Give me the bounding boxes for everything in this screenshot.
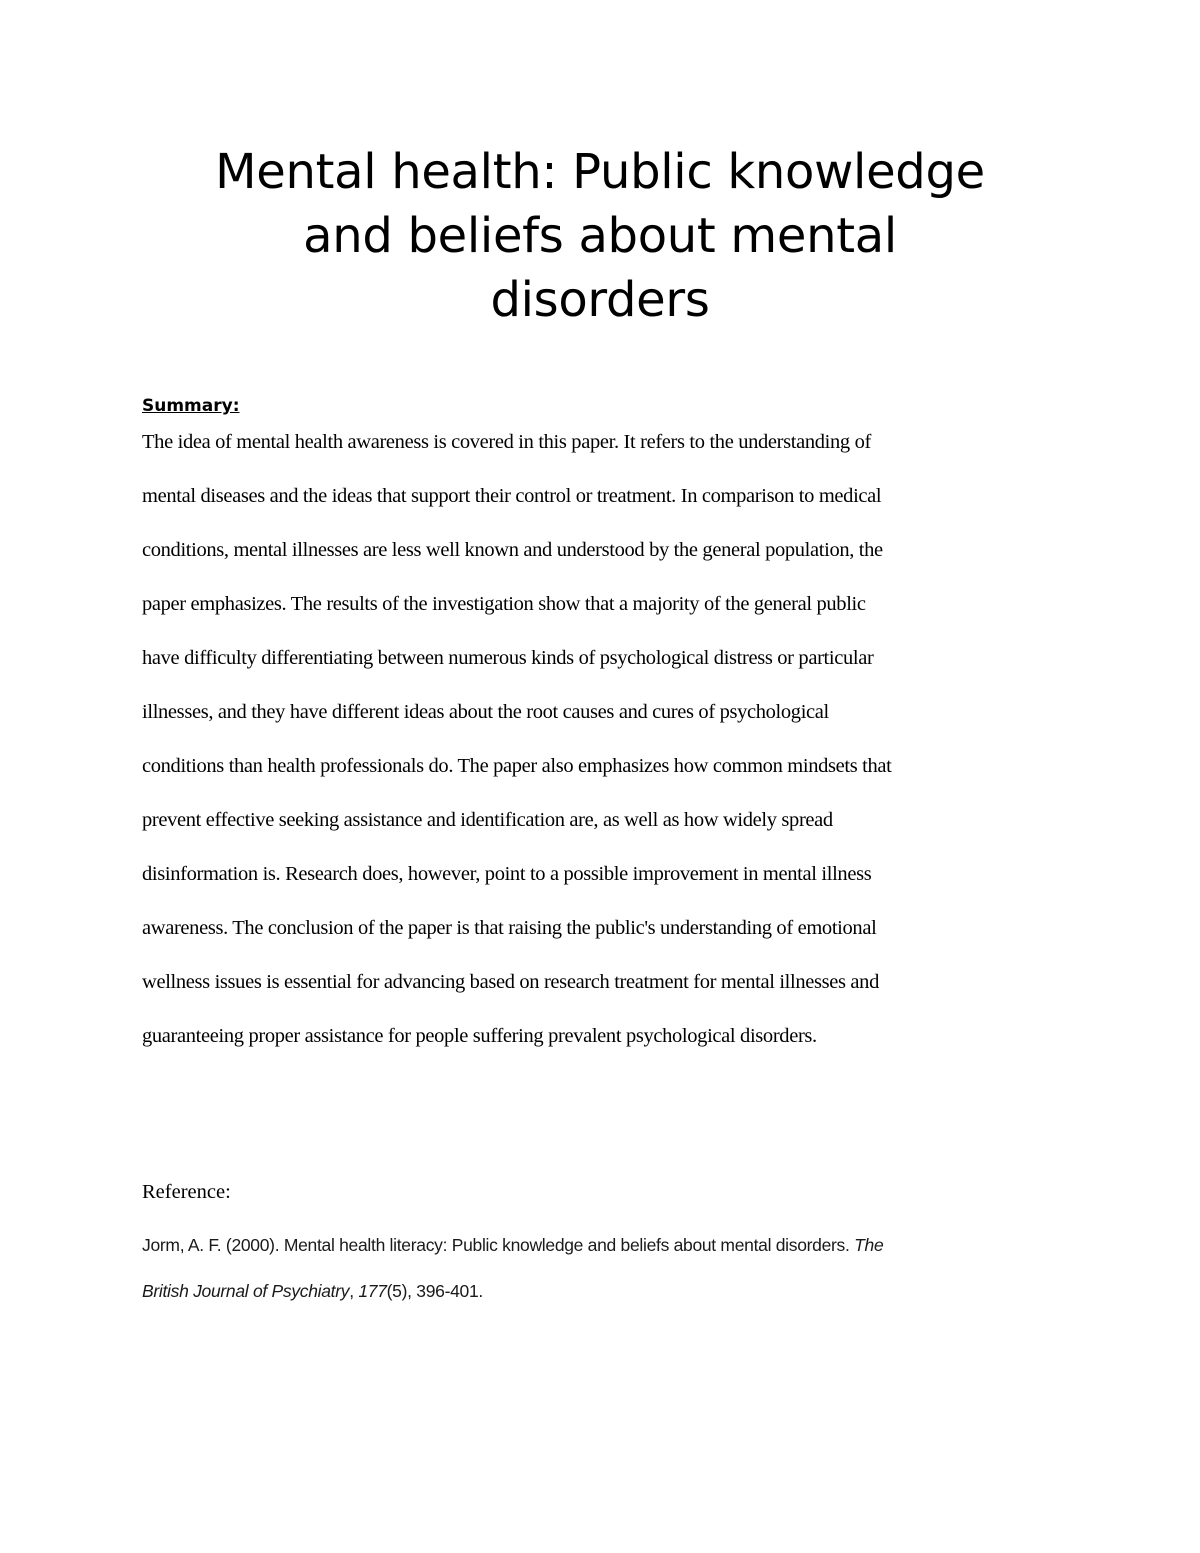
summary-line: wellness issues is essential for advancing based on research treatment for mental illnesses and: [142, 971, 879, 993]
citation-journal-start: The: [854, 1235, 884, 1255]
citation-line: [142, 1222, 1062, 1268]
summary-line: prevent effective seeking assistance and identification are, as well as how widely spread: [142, 809, 833, 831]
citation-volume: 177: [358, 1281, 387, 1301]
summary-line: have difficulty differentiating between numerous kinds of psychological distress or particular: [142, 647, 874, 669]
summary-line: conditions, mental illnesses are less well known and understood by the general population, the: [142, 539, 883, 561]
summary-line: illnesses, and they have different ideas about the root causes and cures of psychological: [142, 701, 829, 723]
summary-line: The idea of mental health awareness is covered in this paper. It refers to the understanding of: [142, 431, 871, 453]
citation-line: [142, 1268, 1062, 1314]
summary-line: conditions than health professionals do. The paper also emphasizes how common mindsets that: [142, 755, 892, 777]
summary-heading: Summary:: [142, 396, 240, 416]
citation-journal: British Journal of Psychiatry: [142, 1281, 350, 1301]
citation-issue-pages: (5), 396-401.: [386, 1281, 483, 1301]
summary-line: paper emphasizes. The results of the investigation show that a majority of the general public: [142, 593, 866, 615]
reference-heading: Reference:: [142, 1181, 231, 1203]
page-title: [130, 140, 1070, 332]
summary-line: guaranteeing proper assistance for people suffering prevalent psychological disorders.: [142, 1025, 817, 1047]
summary-paragraph: [142, 415, 1062, 1063]
citation-separator: ,: [349, 1281, 359, 1301]
citation-authors-title: Jorm, A. F. (2000). Mental health literacy: Public knowledge and beliefs about mental disorders.: [142, 1235, 855, 1255]
reference-citation: [142, 1222, 1062, 1314]
summary-line: awareness. The conclusion of the paper is that raising the public's understanding of emotional: [142, 917, 877, 939]
summary-line: disinformation is. Research does, however, point to a possible improvement in mental illness: [142, 863, 872, 885]
summary-line: mental diseases and the ideas that support their control or treatment. In comparison to medical: [142, 485, 882, 507]
title-line: Mental health: Public knowledge: [215, 144, 985, 200]
title-line: and beliefs about mental: [303, 208, 897, 264]
title-line: disorders: [490, 272, 710, 328]
